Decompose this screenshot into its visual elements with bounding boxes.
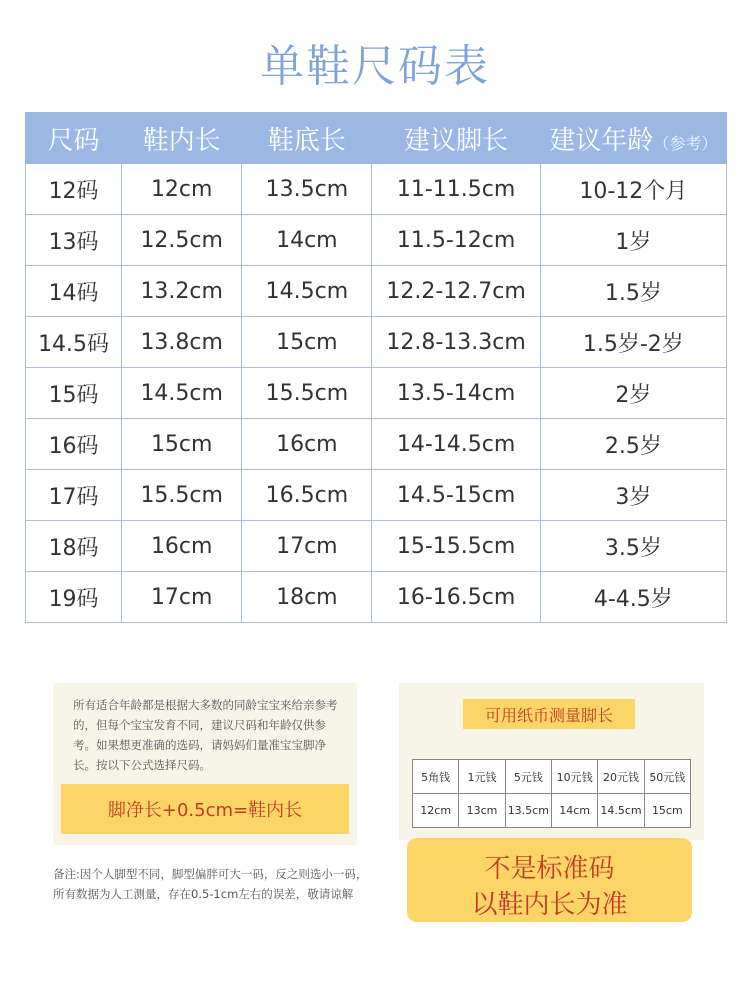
note-panel <box>53 683 357 845</box>
table-cell: 15.5cm <box>122 470 242 521</box>
table-row <box>26 572 727 623</box>
table-row <box>26 215 727 266</box>
table-cell: 13.8cm <box>122 317 242 368</box>
table-header-row <box>26 113 727 164</box>
banknote-length: 14cm <box>551 794 597 828</box>
table-cell: 1.5岁-2岁 <box>540 317 726 368</box>
header-inner-length: 鞋内长 <box>122 113 242 164</box>
banknote-label: 1元钱 <box>459 760 505 794</box>
banknote-label: 5元钱 <box>505 760 551 794</box>
table-cell: 11.5-12cm <box>372 215 540 266</box>
banknote-length: 14.5cm <box>598 794 644 828</box>
table-cell: 13码 <box>26 215 122 266</box>
table-cell: 13.5-14cm <box>372 368 540 419</box>
table-cell: 3.5岁 <box>540 521 726 572</box>
table-cell: 13.2cm <box>122 266 242 317</box>
table-cell: 14.5cm <box>122 368 242 419</box>
table-cell: 13.5cm <box>242 164 372 215</box>
table-cell: 1.5岁 <box>540 266 726 317</box>
banknote-table <box>412 759 691 828</box>
table-cell: 14.5码 <box>26 317 122 368</box>
banknote-label: 50元钱 <box>644 760 690 794</box>
banknote-length: 13cm <box>459 794 505 828</box>
banknote-length: 15cm <box>644 794 690 828</box>
table-cell: 15-15.5cm <box>372 521 540 572</box>
table-cell: 16cm <box>242 419 372 470</box>
header-age-label: 建议年龄 <box>549 125 654 156</box>
banknote-length-row <box>413 794 691 828</box>
table-cell: 16码 <box>26 419 122 470</box>
table-row <box>26 470 727 521</box>
remark-text: 备注:因个人脚型不同，脚型偏胖可大一码，反之则选小一码，所有数据为人工测量，存在0.5-1cm左右的误差，敬请谅解 <box>53 867 368 901</box>
header-sole-length: 鞋底长 <box>242 113 372 164</box>
banknote-title: 可用纸币测量脚长 <box>463 699 635 729</box>
table-row <box>26 368 727 419</box>
banknote-label: 20元钱 <box>598 760 644 794</box>
standard-notice-line1: 不是标准码 <box>484 854 615 884</box>
table-cell: 12码 <box>26 164 122 215</box>
page-title: 单鞋尺码表 <box>260 41 490 92</box>
table-cell: 12.2-12.7cm <box>372 266 540 317</box>
table-cell: 4-4.5岁 <box>540 572 726 623</box>
table-cell: 18cm <box>242 572 372 623</box>
banknote-length: 13.5cm <box>505 794 551 828</box>
table-cell: 12cm <box>122 164 242 215</box>
table-cell: 2.5岁 <box>540 419 726 470</box>
table-row <box>26 317 727 368</box>
table-cell: 17cm <box>242 521 372 572</box>
table-cell: 3岁 <box>540 470 726 521</box>
table-cell: 16.5cm <box>242 470 372 521</box>
table-cell: 12.8-13.3cm <box>372 317 540 368</box>
table-cell: 1岁 <box>540 215 726 266</box>
header-age-note: （参考） <box>653 133 718 153</box>
table-cell: 19码 <box>26 572 122 623</box>
table-cell: 15.5cm <box>242 368 372 419</box>
table-cell: 10-12个月 <box>540 164 726 215</box>
banknote-label-row <box>413 760 691 794</box>
table-row <box>26 419 727 470</box>
header-age <box>540 113 726 164</box>
table-cell: 2岁 <box>540 368 726 419</box>
banknote-panel <box>399 683 704 840</box>
table-row <box>26 164 727 215</box>
size-chart-table <box>25 112 727 623</box>
standard-notice-line2: 以鞋内长为准 <box>471 890 628 920</box>
header-size: 尺码 <box>26 113 122 164</box>
formula-banner: 脚净长+0.5cm=鞋内长 <box>61 784 349 834</box>
header-foot-length: 建议脚长 <box>372 113 540 164</box>
table-cell: 14.5cm <box>242 266 372 317</box>
table-cell: 14.5-15cm <box>372 470 540 521</box>
table-cell: 18码 <box>26 521 122 572</box>
table-body <box>26 164 727 623</box>
table-row <box>26 266 727 317</box>
table-cell: 14-14.5cm <box>372 419 540 470</box>
table-cell: 14码 <box>26 266 122 317</box>
table-cell: 17码 <box>26 470 122 521</box>
table-cell: 15码 <box>26 368 122 419</box>
table-cell: 14cm <box>242 215 372 266</box>
table-row <box>26 521 727 572</box>
table-cell: 12.5cm <box>122 215 242 266</box>
standard-notice <box>407 838 692 922</box>
table-cell: 16-16.5cm <box>372 572 540 623</box>
banknote-length: 12cm <box>413 794 459 828</box>
table-cell: 17cm <box>122 572 242 623</box>
banknote-label: 5角钱 <box>413 760 459 794</box>
table-cell: 15cm <box>242 317 372 368</box>
table-cell: 16cm <box>122 521 242 572</box>
table-cell: 15cm <box>122 419 242 470</box>
table-cell: 11-11.5cm <box>372 164 540 215</box>
banknote-label: 10元钱 <box>551 760 597 794</box>
note-text: 所有适合年龄都是根据大多数的同龄宝宝来给亲参考的，但每个宝宝发育不同，建议尺码和年龄仅供参考。如果想更准确的选码，请妈妈们量准宝宝脚净长。按以下公式选择尺码。 <box>73 698 338 772</box>
